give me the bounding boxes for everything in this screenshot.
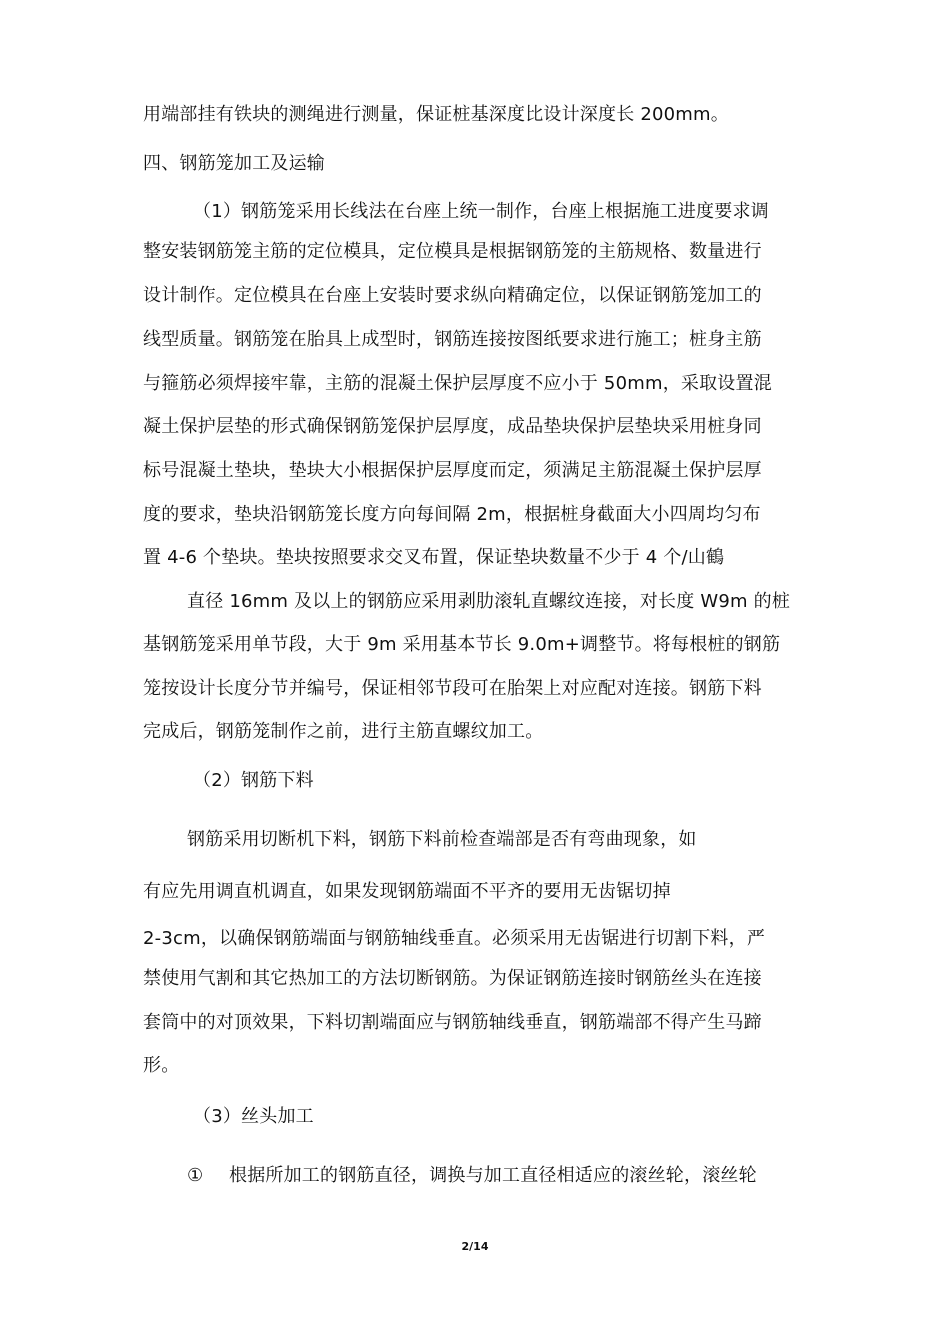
paragraph-line: 禁使用气割和其它热加工的方法切断钢筋。为保证钢筋连接时钢筋丝头在连接 bbox=[143, 968, 762, 989]
paragraph-line: 直径 16mm 及以上的钢筋应采用剥肋滚轧直螺纹连接，对长度 W9m 的桩 bbox=[187, 591, 791, 612]
subsection-heading: （2）钢筋下料 bbox=[193, 770, 314, 791]
paragraph-line: 套筒中的对顶效果，下料切割端面应与钢筋轴线垂直，钢筋端部不得产生马蹄 bbox=[143, 1012, 762, 1033]
paragraph-line: 有应先用调直机调直，如果发现钢筋端面不平齐的要用无齿锯切掉 bbox=[143, 881, 671, 902]
paragraph-line: （1）钢筋笼采用长线法在台座上统一制作，台座上根据施工进度要求调 bbox=[193, 201, 769, 222]
paragraph-line: 钢筋采用切断机下料，钢筋下料前检查端部是否有弯曲现象，如 bbox=[187, 829, 697, 850]
item-marker: ① bbox=[187, 1165, 204, 1186]
paragraph-line: 度的要求，垫块沿钢筋笼长度方向每间隔 2m，根据桩身截面大小四周均匀布 bbox=[143, 504, 761, 525]
subsection-heading: （3）丝头加工 bbox=[193, 1106, 314, 1127]
paragraph-line: 笼按设计长度分节并编号，保证相邻节段可在胎架上对应配对连接。钢筋下料 bbox=[143, 678, 762, 699]
paragraph-line: 标号混凝土垫块，垫块大小根据保护层厚度而定，须满足主筋混凝土保护层厚 bbox=[143, 460, 762, 481]
numbered-item bbox=[187, 1165, 757, 1187]
paragraph-line: 线型质量。钢筋笼在胎具上成型时，钢筋连接按图纸要求进行施工；桩身主筋 bbox=[143, 329, 762, 350]
section-heading: 四、钢筋笼加工及运输 bbox=[143, 153, 325, 174]
paragraph-line: 基钢筋笼采用单节段，大于 9m 采用基本节长 9.0m+调整节。将每根桩的钢筋 bbox=[143, 634, 781, 655]
item-text: 根据所加工的钢筋直径，调换与加工直径相适应的滚丝轮，滚丝轮 bbox=[229, 1165, 757, 1186]
paragraph-line: 置 4-6 个垫块。垫块按照要求交叉布置，保证垫块数量不少于 4 个/山鶴 bbox=[143, 547, 725, 568]
paragraph-line: 完成后，钢筋笼制作之前，进行主筋直螺纹加工。 bbox=[143, 721, 544, 742]
paragraph-line: 形。 bbox=[143, 1055, 180, 1076]
paragraph-line: 用端部挂有铁块的测绳进行测量，保证桩基深度比设计深度长 200mm。 bbox=[143, 104, 729, 125]
page-number: 2/14 bbox=[461, 1240, 489, 1253]
paragraph-line: 凝土保护层垫的形式确保钢筋笼保护层厚度，成品垫块保护层垫块采用桩身同 bbox=[143, 416, 762, 437]
paragraph-line: 2-3cm，以确保钢筋端面与钢筋轴线垂直。必须采用无齿锯进行切割下料，严 bbox=[143, 928, 766, 949]
paragraph-line: 设计制作。定位模具在台座上安装时要求纵向精确定位，以保证钢筋笼加工的 bbox=[143, 285, 762, 306]
paragraph-line: 整安装钢筋笼主筋的定位模具，定位模具是根据钢筋笼的主筋规格、数量进行 bbox=[143, 241, 762, 262]
paragraph-line: 与箍筋必须焊接牢靠，主筋的混凝土保护层厚度不应小于 50mm，采取设置混 bbox=[143, 373, 772, 394]
